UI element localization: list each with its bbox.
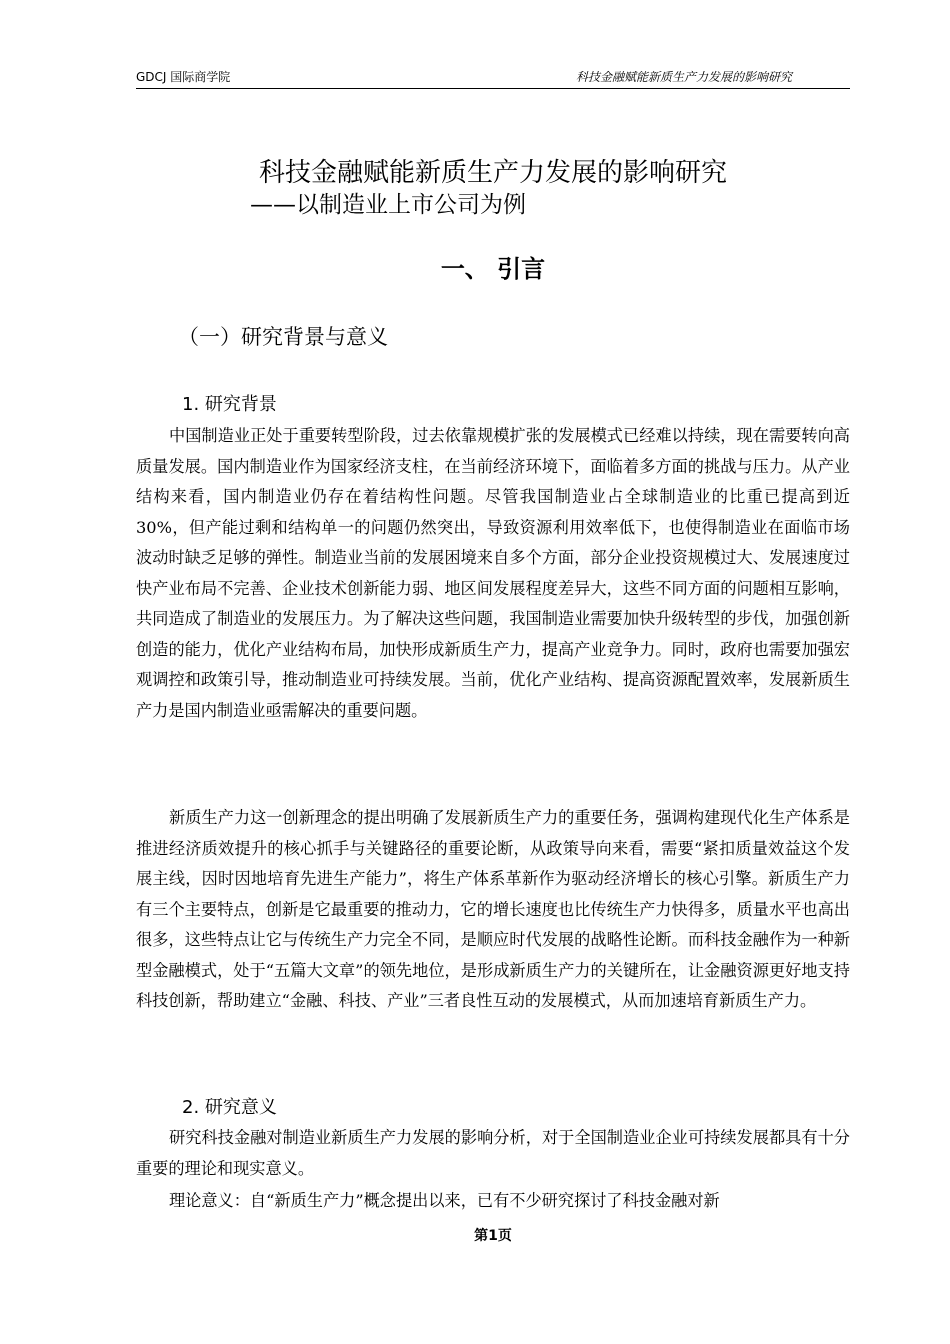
page-number: 第1页 xyxy=(474,1228,512,1244)
section-heading-introduction: 一、 引言 xyxy=(440,255,546,283)
page-header xyxy=(136,70,850,89)
document-subtitle: ——以制造业上市公司为例 xyxy=(250,192,526,218)
paragraph-theoretical-significance: 理论意义：自“新质生产力”概念提出以来，已有不少研究探讨了科技金融对新 xyxy=(169,1191,720,1210)
paragraph-background-2: 新质生产力这一创新理念的提出明确了发展新质生产力的重要任务，强调构建现代化生产体系是推进经济质效提升的核心抓手与关键路径的重要论断，从政策导向来看，需要“紧扣质量效益这个发展主线，因时因地培育先进生产能力”，将生产体系革新作为驱动经济增长的核心引擎。新质生产力有三个主要特点，创新是它最重要的推动力，它的增长速度也比传统生产力快得多，质量水平也高出很多，这些特点让它与传统生产力完全不同，是顺应时代发展的战略性论断。而科技金融作为一种新型金融模式，处于“五篇大文章”的领先地位，是形成新质生产力的关键所在，让金融资源更好地支持科技创新，帮助建立“金融、科技、产业”三者良性互动的发展模式，从而加速培育新质生产力。 xyxy=(136,808,850,1010)
item-heading-research-background: 1. 研究背景 xyxy=(182,394,277,415)
subsection-heading-background-significance: （一）研究背景与意义 xyxy=(178,325,388,349)
paragraph-significance-1: 研究科技金融对制造业新质生产力发展的影响分析，对于全国制造业企业可持续发展都具有十分重要的理论和现实意义。 xyxy=(136,1128,850,1178)
document-title: 科技金融赋能新质生产力发展的影响研究 xyxy=(258,158,727,188)
item-heading-research-significance: 2. 研究意义 xyxy=(182,1097,277,1118)
paragraph-background-1: 中国制造业正处于重要转型阶段，过去依靠规模扩张的发展模式已经难以持续，现在需要转向高质量发展。国内制造业作为国家经济支柱，在当前经济环境下，面临着多方面的挑战与压力。从产业结构来看，国内制造业仍存在着结构性问题。尽管我国制造业占全球制造业的比重已提高到近30%，但产能过剩和结构单一的问题仍然突出，导致资源利用效率低下，也使得制造业在面临市场波动时缺乏足够的弹性。制造业当前的发展困境来自多个方面，部分企业投资规模过大、发展速度过快产业布局不完善、企业技术创新能力弱、地区间发展程度差异大，这些不同方面的问题相互影响，共同造成了制造业的发展压力。为了解决这些问题，我国制造业需要加快升级转型的步伐，加强创新创造的能力，优化产业结构布局，加快形成新质生产力，提高产业竞争力。同时，政府也需要加强宏观调控和政策引导，推动制造业可持续发展。当前，优化产业结构、提高资源配置效率，发展新质生产力是国内制造业亟需解决的重要问题。 xyxy=(136,426,850,720)
header-institution: GDCJ 国际商学院 xyxy=(136,70,231,84)
header-running-title: 科技金融赋能新质生产力发展的影响研究 xyxy=(575,70,792,84)
